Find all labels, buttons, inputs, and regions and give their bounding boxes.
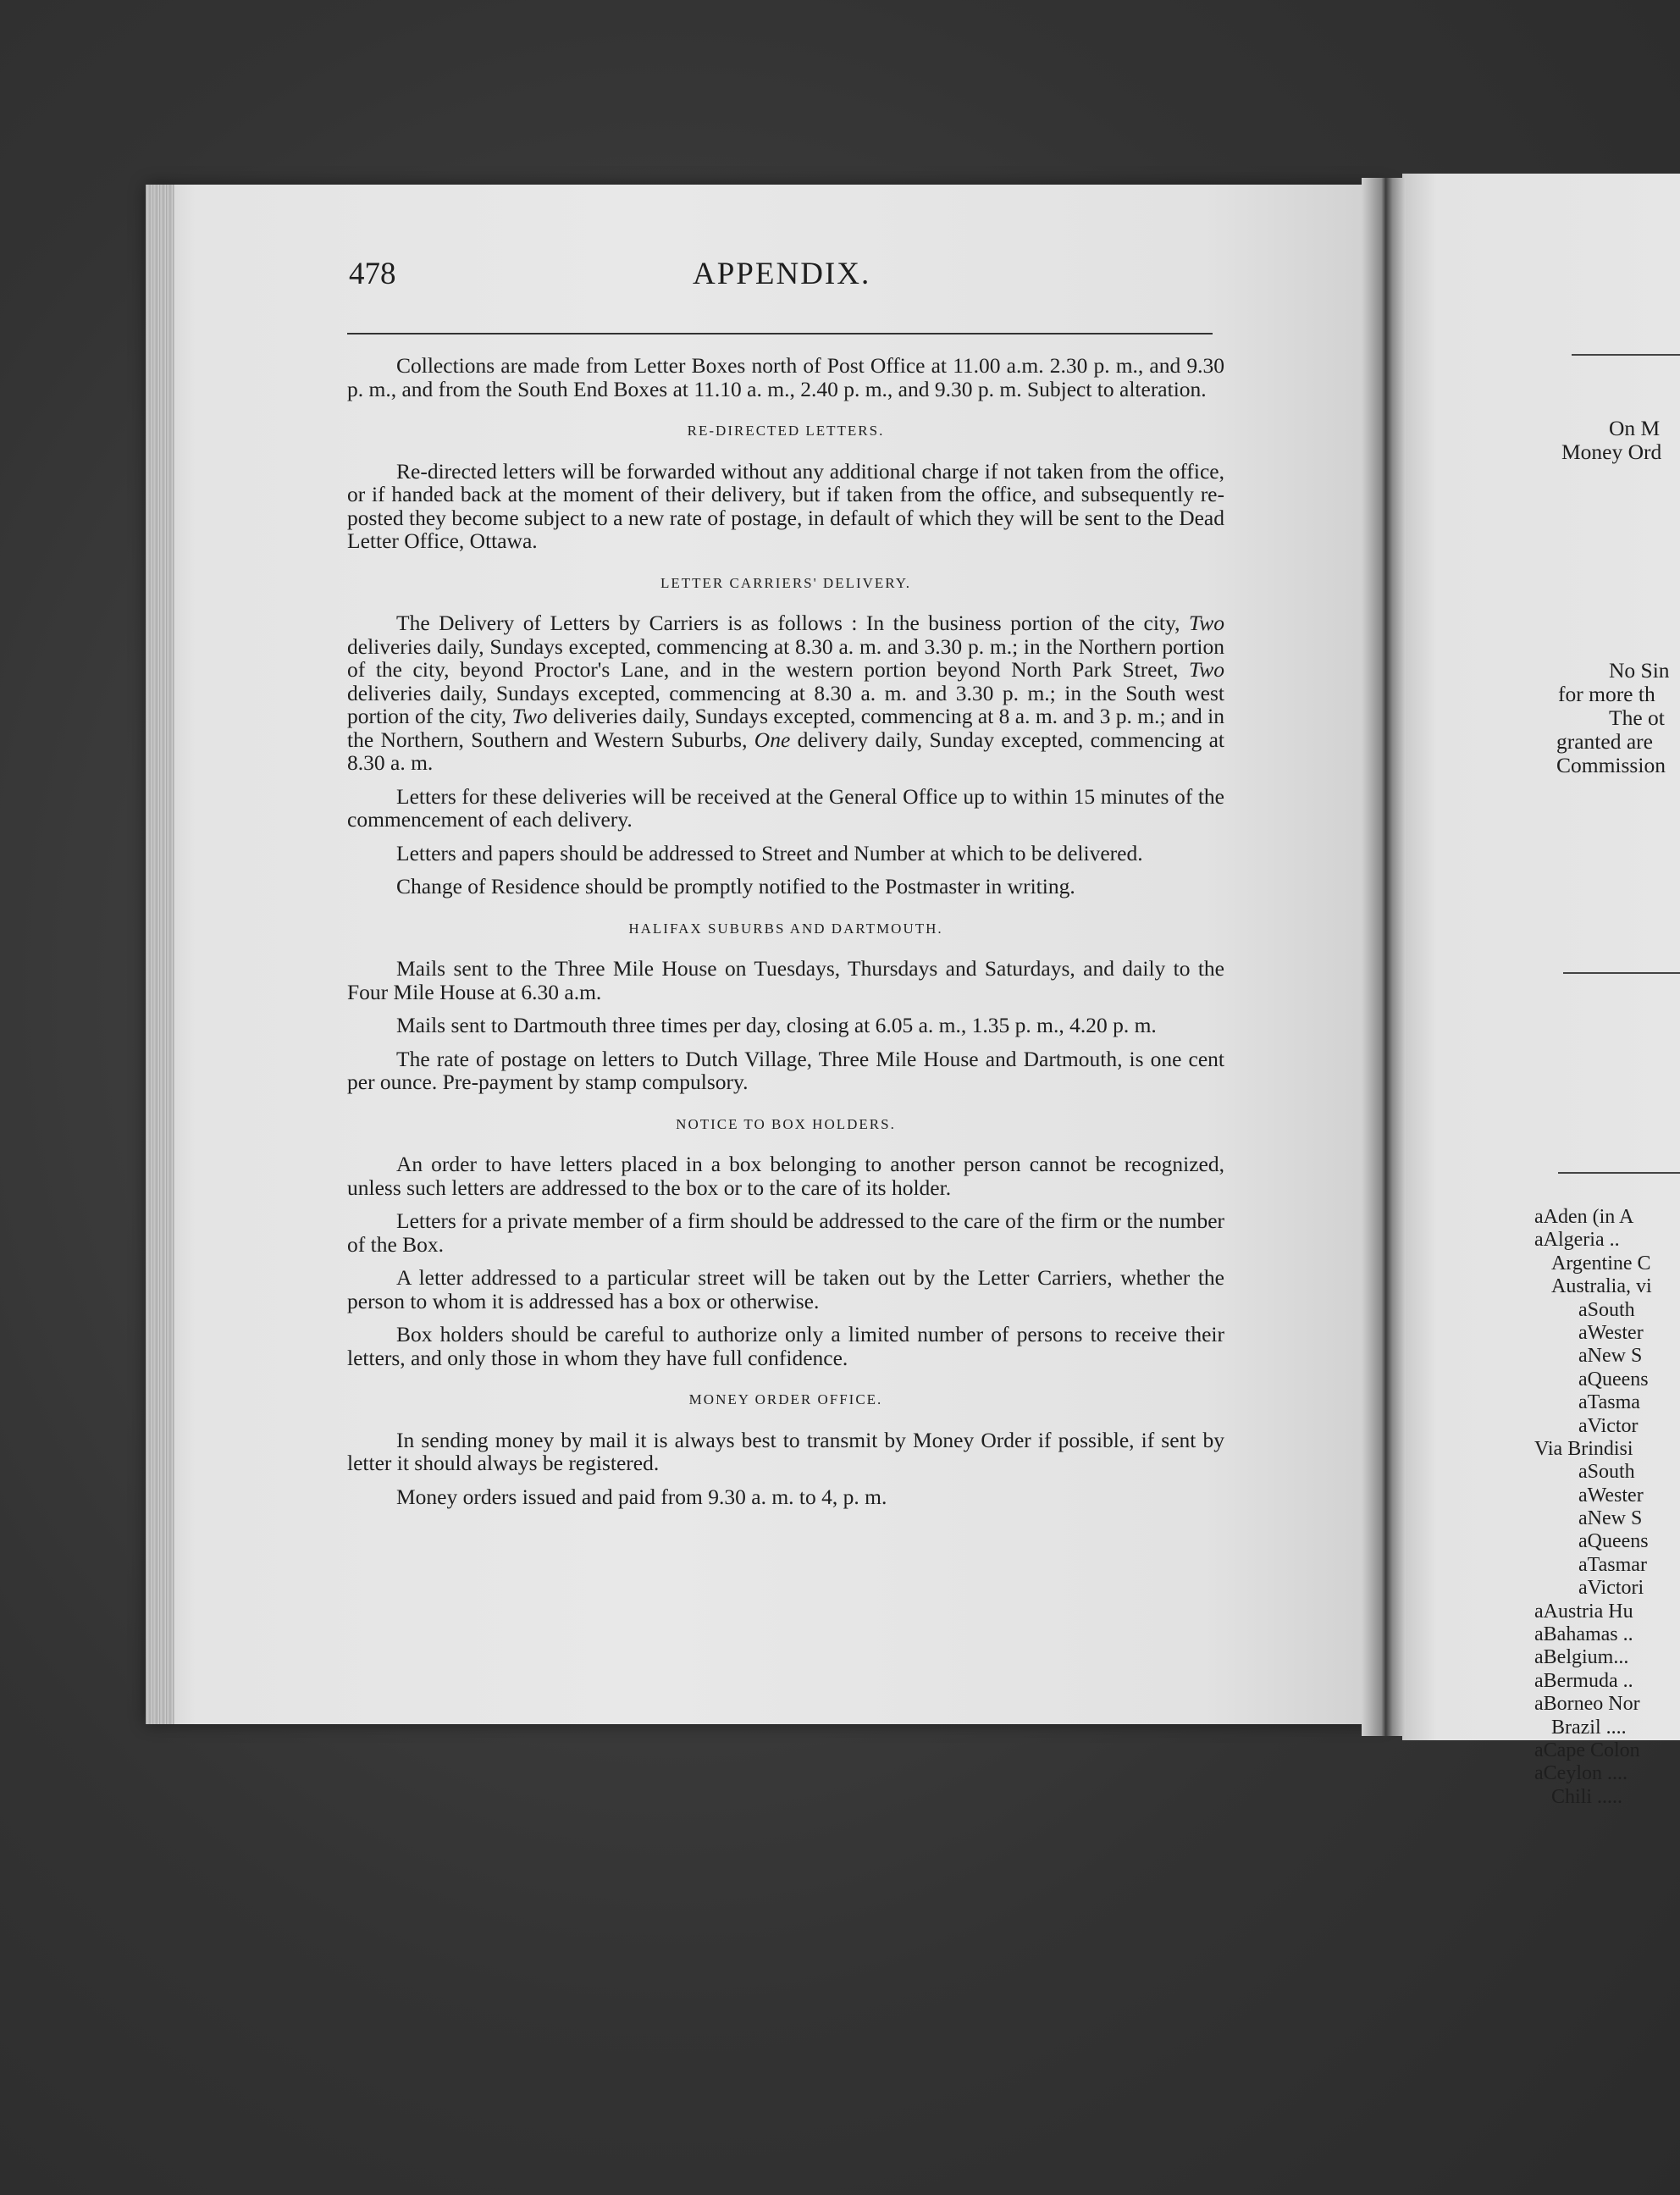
right-fragment-7: Commission bbox=[1556, 754, 1666, 777]
paragraph-firm: Letters for a private member of a firm should be addressed to the care of the firm or the number of the Box. bbox=[347, 1208, 1224, 1257]
list-item: aNew S bbox=[1578, 1507, 1643, 1530]
list-item: aVictor bbox=[1578, 1414, 1639, 1437]
right-rule-top bbox=[1572, 354, 1680, 356]
paragraph-redirected: Re-directed letters will be forwarded without any additional charge if not taken from the office, or if handed back at the moment of their delivery, but if taken from the office, and subsequently re-posted they become subject to a new rate of postage, in default of which they will be sent to the Dead Letter Office, Ottawa. bbox=[347, 458, 1224, 553]
paragraph-street: A letter addressed to a particular street will be taken out by the Letter Carriers, whether the person to whom it is addressed has a box or otherwise. bbox=[347, 1265, 1224, 1313]
list-item: aAlgeria .. bbox=[1534, 1229, 1620, 1252]
page-body bbox=[347, 354, 1224, 1518]
paragraph-authorize: Box holders should be careful to authorize only a limited number of persons to receive their letters, and only those in whom they have full confidence. bbox=[347, 1322, 1224, 1370]
paragraph-sending-money: In sending money by mail it is always best to transmit by Money Order if possible, if sent by letter it should always be registered. bbox=[347, 1427, 1224, 1475]
list-item: aBahamas .. bbox=[1534, 1623, 1633, 1646]
page-title: APPENDIX. bbox=[693, 257, 871, 291]
right-fragment-3: No Sin bbox=[1609, 659, 1670, 683]
page-edges bbox=[146, 185, 174, 1724]
book-gutter bbox=[1362, 178, 1406, 1736]
heading-redirected-letters: RE-DIRECTED LETTERS. bbox=[687, 423, 885, 439]
list-item: Brazil .... bbox=[1551, 1716, 1627, 1739]
right-rule-lower bbox=[1558, 1172, 1680, 1174]
paragraph-three-mile: Mails sent to the Three Mile House on Tuesdays, Thursdays and Saturdays, and daily to the Four Mile House at 6.30 a.m. bbox=[347, 956, 1224, 1004]
list-item: aCeylon .... bbox=[1534, 1762, 1628, 1785]
right-rule-middle bbox=[1563, 972, 1680, 974]
list-item: aCape Colon bbox=[1534, 1739, 1640, 1761]
list-item: aBorneo Nor bbox=[1534, 1693, 1640, 1716]
paragraph-addressing: Letters and papers should be addressed to Street and Number at which to be delivered. bbox=[396, 840, 1143, 865]
list-item: aAustria Hu bbox=[1534, 1600, 1633, 1623]
right-fragment-6: granted are bbox=[1556, 730, 1653, 754]
right-fragment-5: The ot bbox=[1609, 706, 1665, 730]
heading-box-holders: NOTICE TO BOX HOLDERS. bbox=[676, 1115, 896, 1132]
paragraph-hours: Money orders issued and paid from 9.30 a. m. to 4, p. m. bbox=[396, 1484, 887, 1509]
list-item: Argentine C bbox=[1551, 1252, 1651, 1274]
list-item: aQueens bbox=[1578, 1530, 1649, 1553]
list-item: aWester bbox=[1578, 1321, 1644, 1344]
heading-money-order: MONEY ORDER OFFICE. bbox=[688, 1391, 883, 1407]
list-item: aBermuda .. bbox=[1534, 1669, 1633, 1692]
list-item: aAden (in A bbox=[1534, 1206, 1634, 1228]
list-item: aTasma bbox=[1578, 1391, 1640, 1414]
paragraph-collections: Collections are made from Letter Boxes north of Post Office at 11.00 a.m. 2.30 p. m., and 9.30 p. m., and from the South End Boxes at 11.10 a. m., 2.40 p. m., and 9.30 p. m. Subject to alteration. bbox=[347, 353, 1224, 401]
heading-suburbs: HALIFAX SUBURBS AND DARTMOUTH. bbox=[628, 920, 943, 937]
list-item: aWester bbox=[1578, 1484, 1644, 1507]
paragraph-order-box: An order to have letters placed in a box belonging to another person cannot be recognized, unless such letters are addressed to the box or to the care of its holder. bbox=[347, 1152, 1224, 1200]
right-fragment-4: for more th bbox=[1558, 683, 1655, 706]
list-item: aSouth bbox=[1578, 1298, 1635, 1321]
list-item: aTasmar bbox=[1578, 1553, 1647, 1576]
list-item: aVictori bbox=[1578, 1577, 1644, 1600]
country-index-list bbox=[1534, 1206, 1680, 1809]
list-item: Australia, vi bbox=[1551, 1275, 1652, 1298]
list-item: Chili ..... bbox=[1551, 1785, 1623, 1808]
paragraph-change-residence: Change of Residence should be promptly notified to the Postmaster in writing. bbox=[396, 874, 1075, 898]
list-item: Via Brindisi bbox=[1534, 1437, 1633, 1460]
list-item: aSouth bbox=[1578, 1461, 1635, 1484]
right-fragment-2: Money Ord bbox=[1561, 440, 1662, 464]
page-number: 478 bbox=[349, 257, 396, 291]
paragraph-rate: The rate of postage on letters to Dutch Village, Three Mile House and Dartmouth, is one cent per ounce. Pre-payment by stamp compulsory. bbox=[347, 1046, 1224, 1094]
paragraph-deliveries-received: Letters for these deliveries will be received at the General Office up to within 15 minutes of the commencement of each delivery. bbox=[347, 783, 1224, 832]
paragraph-delivery: The Delivery of Letters by Carriers is as follows : In the business portion of the city, Two deliveries daily, Sundays excepted, commencing at 8.30 a. m. and 3.30 p. m.; in the Northern portion of the city, beyond Proctor's Lane, and in the western portion beyond North Park Street, Two deliveries daily, Sundays excepted, commencing at 8.30 a. m. and 3.30 p. m.; in the South west portion of the city, Two deliveries daily, Sundays excepted, commencing at 8 a. m. and 3 p. m.; and in the Northern, Southern and Western Suburbs, One delivery daily, Sunday excepted, commencing at 8.30 a. m. bbox=[347, 611, 1224, 775]
heading-letter-carriers: LETTER CARRIERS' DELIVERY. bbox=[660, 574, 912, 591]
header-rule bbox=[347, 333, 1213, 335]
list-item: aQueens bbox=[1578, 1368, 1649, 1391]
right-fragment-1: On M bbox=[1609, 417, 1661, 440]
list-item: aNew S bbox=[1578, 1345, 1643, 1368]
paragraph-dartmouth: Mails sent to Dartmouth three times per day, closing at 6.05 a. m., 1.35 p. m., 4.20 p. m. bbox=[396, 1013, 1157, 1037]
list-item: aBelgium... bbox=[1534, 1646, 1629, 1669]
